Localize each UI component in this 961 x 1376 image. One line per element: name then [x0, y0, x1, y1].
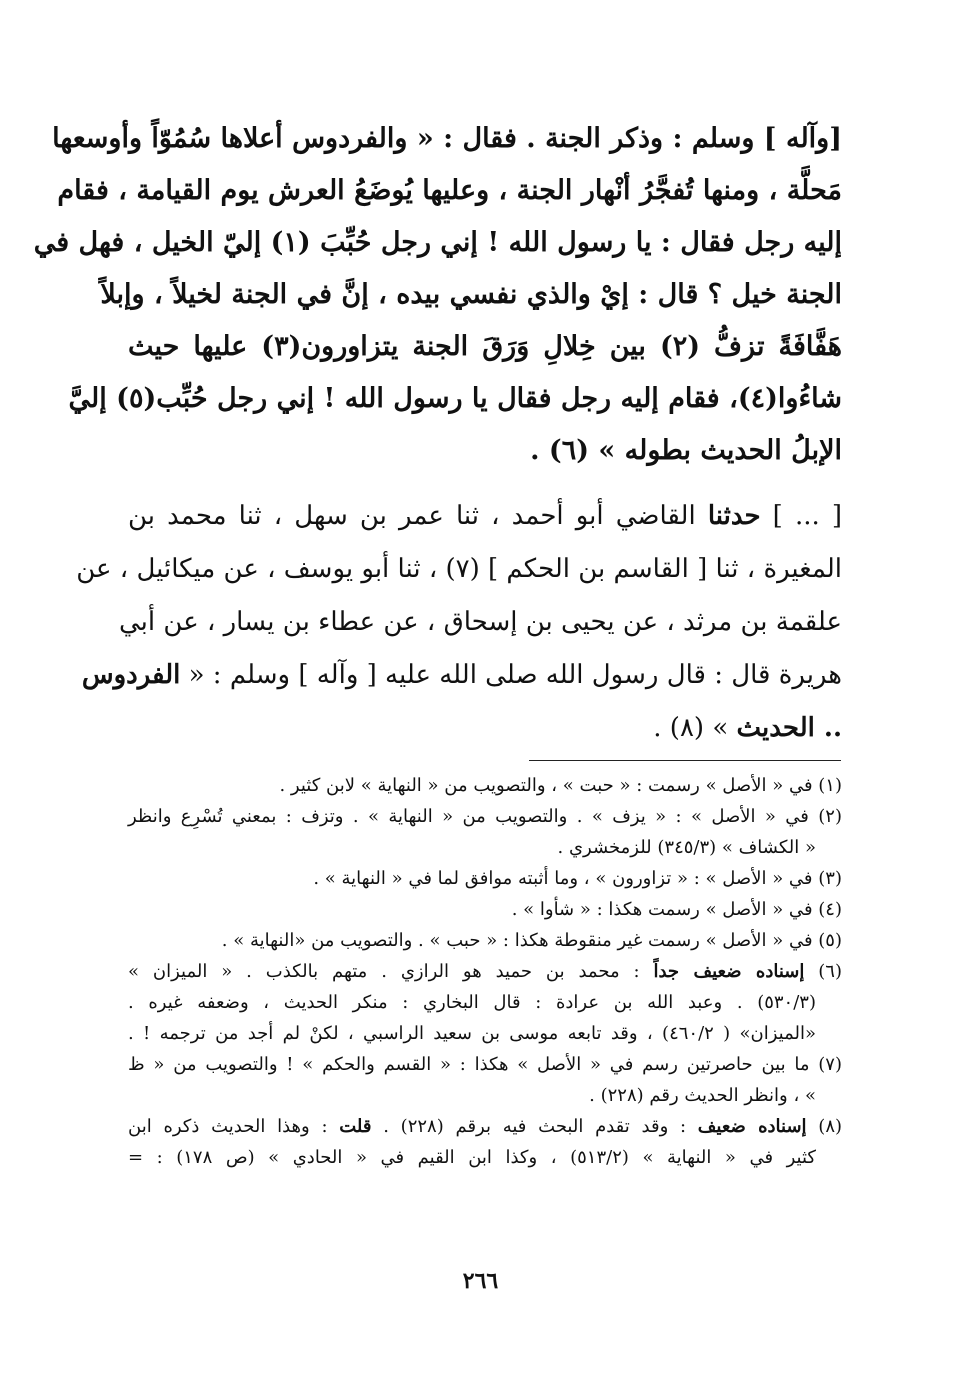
footnote-6-cont: (٥٣٠/٣) . وعبد الله بن عرادة : قال البخاري : منكر الحديث ، وضعفه غيره . — [128, 992, 816, 1013]
main-paragraph-line: الجنة خيل ؟ قال : إيْ والذي نفسي بيده ، إنَّ في الجنة لخيلاً ، وإبلاً — [100, 279, 842, 310]
text-run-bold: قلت — [339, 1116, 372, 1137]
text-run: هريرة قال : قال رسول الله صلى الله عليه [ وآله ] وسلم : « — [180, 660, 842, 690]
text-run: : محمد بن حميد هو الرازي . متهم بالكذب . « الميزان » — [128, 961, 654, 982]
footnote-separator — [529, 760, 841, 761]
text-run: القاضي أبو أحمد ، ثنا عمر بن سهل ، ثنا محمد بن — [128, 501, 708, 531]
page-number: ٢٦٦ — [462, 1268, 499, 1294]
text-run: [ ... ] — [760, 501, 842, 531]
footnote-7-cont: » ، وانظر الحديث رقم (٢٢٨) . — [589, 1085, 816, 1106]
second-paragraph-line — [81, 649, 842, 702]
main-paragraph-line: إليه رجل فقال : يا رسول الله ! إني رجل حُبِّبَ (١) إليّ الخيل ، فهل في — [33, 227, 842, 258]
footnote-7: (٧) ما بين حاصرتين رسم في « الأصل » هكذا : « القسم والحكم » ! والتصويب من « ظ — [128, 1054, 842, 1075]
text-run-bold: إسناده ضعيف جداً — [653, 961, 805, 982]
second-paragraph-line: علقمة بن مرثد ، عن يحيى بن إسحاق ، عن عطاء بن يسار ، عن أبي — [119, 607, 842, 637]
text-run-bold: حدثنا — [707, 501, 761, 531]
main-paragraph — [33, 113, 842, 477]
footnote-1: (١) في « الأصل » رسمت : « حبت » ، والتصويب من « النهاية » لابن كثير . — [279, 775, 842, 796]
main-paragraph-line: شاءُوا(٤)، فقام إليه رجل فقال يا رسول الله ! إني رجل حُبِّب(٥) إليَّ — [68, 383, 842, 414]
text-run-bold: الفردوس — [81, 660, 181, 690]
footnote-6-cont: «الميزان» ( ٤٦٠/٢) ، وقد تابعه موسى بن سعيد الراسبي ، لكنْ لم أجد من ترجمه ! . — [128, 1023, 816, 1044]
text-run-bold: .. الحديث — [736, 713, 842, 743]
footnotes — [128, 770, 842, 1173]
footnote-8 — [128, 1111, 842, 1142]
main-paragraph-line: [وآله ] وسلم : وذكر الجنة . فقال : « والفردوس أعلاها سُمُوّاً وأوسعها — [52, 123, 842, 154]
second-paragraph-line — [128, 490, 842, 543]
footnote-5: (٥) في « الأصل » رسمت غير منقوطة هكذا : « حبب » . والتصويب من «النهاية » . — [221, 930, 842, 951]
text-run: : وهذا الحديث ذكره ابن — [128, 1116, 340, 1137]
second-paragraph-line: المغيرة ، ثنا [ القاسم بن الحكم ] (٧) ، ثنا أبو يوسف ، عن ميكائيل ، عن — [76, 554, 842, 584]
footnote-6 — [128, 956, 842, 987]
footnote-4: (٤) في « الأصل » رسمت هكذا : « شأوا » . — [511, 899, 842, 920]
text-run: : وقد تقدم البحث فيه برقم (٢٢٨) . — [371, 1116, 698, 1137]
second-paragraph-line — [128, 702, 842, 755]
footnote-8-cont: كثير في « النهاية » (٥١٣/٢) ، وكذا ابن القيم في « الحادي » (ص ١٧٨) : = — [128, 1147, 816, 1168]
text-run-bold: إسناده ضعيف — [697, 1116, 807, 1137]
text-run: » (٨) . — [653, 713, 737, 743]
main-paragraph-line: هَفَّافَةً تزفُّ (٢) بين خِلالِ وَرَقَ الجنة يتزاورون(٣) عليها حيث — [128, 331, 842, 362]
footnote-2: (٢) في « الأصل » : « يزف » . والتصويب من « النهاية » . وتزف : بمعني تُسْرِع وانظر — [128, 806, 842, 827]
footnote-2-cont: « الكشاف » (٣٤٥/٣) للزمخشري . — [557, 837, 816, 858]
text-run: (٨) — [806, 1116, 843, 1137]
second-paragraph — [76, 490, 842, 755]
text-run: (٦) — [804, 961, 842, 982]
main-paragraph-line: مَحلَّة ، ومنها تُفجَّرُ أنْهار الجنة ، وعليها يُوضَعُ العرش يوم القيامة ، فقام — [57, 175, 842, 206]
footnote-3: (٣) في « الأصل » : « تزاورون » ، وما أثبته موافق لما في « النهاية » . — [313, 868, 842, 889]
main-paragraph-line: الإبلُ الحديث بطوله » (٦) . — [530, 435, 842, 466]
